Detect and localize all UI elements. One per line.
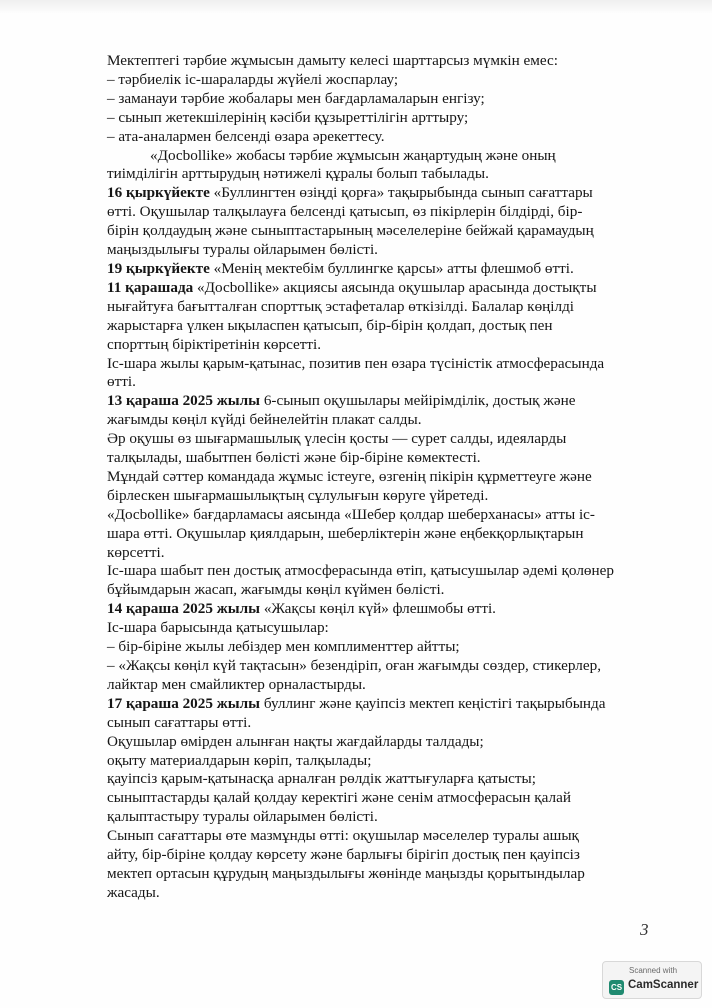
- text-line: [107, 846, 655, 865]
- text-line: [107, 619, 655, 638]
- text-line: [107, 336, 655, 355]
- camscanner-name: CamScanner: [628, 979, 699, 991]
- line-text: жасады.: [107, 883, 160, 901]
- text-line: [107, 525, 655, 544]
- line-text: өтті. Оқушылар талқылауға белсенді қатысып, өз пікірлерін білдірді, бір-: [107, 203, 583, 221]
- text-line: [107, 373, 655, 392]
- text-line: [107, 298, 655, 317]
- text-line: [107, 241, 655, 260]
- camscanner-watermark: [602, 961, 702, 999]
- text-line: [107, 222, 655, 241]
- date-heading: 16 қыркүйекте: [107, 184, 210, 202]
- line-text: 6-сынып оқушылары мейірімділік, достық және: [260, 392, 576, 410]
- line-text: Оқушылар өмірден алынған нақты жағдайларды талдады;: [107, 732, 484, 750]
- text-line: [107, 808, 655, 827]
- text-line: [107, 695, 655, 714]
- text-line: [107, 581, 655, 600]
- text-line: [107, 109, 655, 128]
- line-text: – бір-біріне жылы лебіздер мен комплименттер айтты;: [107, 638, 460, 656]
- line-text: бұйымдарын жасап, жағымды көңіл күймен бөлісті.: [107, 581, 445, 599]
- line-text: «Досbollike» акциясы аясында оқушылар арасында достықты: [193, 278, 597, 296]
- line-text: Мектептегі тәрбие жұмысын дамыту келесі шарттарсыз мүмкін емес:: [107, 52, 558, 69]
- line-text: Сынып сағаттары өте мазмұнды өтті: оқушылар мәселелер туралы ашық: [107, 827, 579, 845]
- scanned-with-label: Scanned with: [628, 966, 678, 975]
- line-text: – ата-аналармен белсенді өзара әрекеттесу.: [107, 127, 385, 145]
- text-line: [107, 506, 655, 525]
- line-text: буллинг және қауіпсіз мектеп кеңістігі тақырыбында: [260, 694, 606, 712]
- scan-edge-shadow: [0, 0, 712, 14]
- line-text: «Досbollike» жобасы тәрбие жұмысын жаңартудың және оның: [150, 146, 556, 164]
- line-text: көрсетті.: [107, 543, 165, 561]
- text-line: [107, 733, 655, 752]
- text-line: [107, 392, 655, 411]
- text-line: [107, 449, 655, 468]
- line-text: талқылады, шабытпен бөлісті және бір-біріне көмектесті.: [107, 449, 481, 467]
- line-text: «Буллингтен өзіңді қорға» тақырыбында сынып сағаттары: [209, 184, 593, 202]
- line-text: сыныптастарды қалай қолдау керектігі және сенім атмосферасын қалай: [107, 789, 571, 807]
- line-text: бірін қолдаудың және сыныптастарының мәселелеріне бейжай қарамаудың: [107, 222, 594, 240]
- date-heading: 11 қарашада: [107, 278, 194, 296]
- line-text: өтті.: [107, 373, 136, 391]
- text-line: [107, 600, 655, 619]
- text-line: [107, 184, 655, 203]
- text-line: [107, 71, 655, 90]
- line-text: «Жақсы көңіл күй» флешмобы өтті.: [260, 600, 496, 618]
- date-heading: 17 қараша 2025 жылы: [107, 694, 261, 712]
- text-line: [107, 260, 655, 279]
- text-line: [107, 411, 655, 430]
- line-text: жарыстарға үлкен ықыласпен қатысып, бір-бірін қолдап, достық пен: [107, 316, 553, 334]
- line-text: нығайтуға бағытталған спорттық эстафеталар өткізілді. Балалар көңілді: [107, 297, 575, 315]
- text-line: [107, 562, 655, 581]
- text-line: [107, 165, 655, 184]
- line-text: жағымды көңіл күйді бейнелейтін плакат салды.: [107, 411, 422, 429]
- line-text: – заманауи тәрбие жобалары мен бағдарламаларын енгізу;: [107, 89, 485, 107]
- line-text: Мұндай сәттер командада жұмыс істеуге, өзгенің пікірін құрметтеуге және: [107, 467, 592, 485]
- date-heading: 13 қараша 2025 жылы: [107, 392, 261, 410]
- line-text: тиімділігін арттырудың нәтижелі құралы болып табылады.: [107, 165, 489, 183]
- line-text: лайктар мен смайликтер орналастырды.: [107, 675, 366, 693]
- text-line: [107, 147, 655, 166]
- text-line: [107, 279, 655, 298]
- line-text: оқыту материалдарын көріп, талқылады;: [107, 751, 372, 769]
- text-line: [107, 203, 655, 222]
- line-text: шара өтті. Оқушылар қиялдарын, шеберліктерін және еңбекқорлықтарын: [107, 524, 584, 542]
- line-text: спорттың біріктіретінін көрсетті.: [107, 335, 322, 353]
- text-line: [107, 865, 655, 884]
- line-text: сынып сағаттары өтті.: [107, 713, 252, 731]
- date-heading: 14 қараша 2025 жылы: [107, 600, 261, 618]
- line-text: «Досbollike» бағдарламасы аясында «Шебер қолдар шеберханасы» атты іс-: [107, 505, 595, 523]
- line-text: бірлескен шығармашылықтың сұлулығын көруге үйретеді.: [107, 486, 489, 504]
- text-line: [107, 657, 655, 676]
- text-line: [107, 544, 655, 563]
- date-heading: 19 қыркүйекте: [107, 259, 210, 277]
- text-line: [107, 52, 655, 71]
- line-text: айту, бір-біріне қолдау көрсету және барлығы бірігіп достық пен қауіпсіз: [107, 846, 580, 864]
- document-body: [107, 52, 655, 903]
- line-text: мектеп ортасын құрудың маңыздылығы жөнінде маңызды қорытындылар: [107, 864, 585, 882]
- text-line: [107, 355, 655, 374]
- page-number: 3: [640, 920, 649, 939]
- text-line: [107, 752, 655, 771]
- text-line: [107, 90, 655, 109]
- text-line: [107, 827, 655, 846]
- line-text: – тәрбиелік іс-шараларды жүйелі жоспарлау;: [107, 70, 399, 88]
- line-text: – «Жақсы көңіл күй тақтасын» безендіріп, оған жағымды сөздер, стикерлер,: [107, 657, 602, 674]
- camscanner-logo-icon: CS: [609, 980, 624, 995]
- line-text: маңыздылығы туралы ойларымен бөлісті.: [107, 241, 378, 259]
- text-line: [107, 487, 655, 506]
- text-line: [107, 430, 655, 449]
- text-line: [107, 317, 655, 336]
- line-text: қалыптастыру туралы ойларымен бөлісті.: [107, 808, 378, 826]
- line-text: «Менің мектебім буллингке қарсы» атты флешмоб өтті.: [209, 259, 574, 277]
- line-text: қауіпсіз қарым-қатынасқа арналған рөлдік жаттығуларға қатысты;: [107, 770, 536, 788]
- line-text: Іс-шара жылы қарым-қатынас, позитив пен өзара түсіністік атмосферасында: [107, 354, 605, 372]
- text-line: [107, 128, 655, 147]
- line-text: Іс-шара шабыт пен достық атмосферасында өтіп, қатысушылар әдемі қолөнер: [107, 562, 614, 580]
- line-text: Іс-шара барысында қатысушылар:: [107, 619, 329, 637]
- text-line: [107, 884, 655, 903]
- text-line: [107, 638, 655, 657]
- text-line: [107, 789, 655, 808]
- text-line: [107, 468, 655, 487]
- text-line: [107, 770, 655, 789]
- text-line: [107, 676, 655, 695]
- line-text: Әр оқушы өз шығармашылық үлесін қосты — сурет салды, идеяларды: [107, 430, 567, 448]
- text-line: [107, 714, 655, 733]
- line-text: – сынып жетекшілерінің кәсіби құзыреттілігін арттыру;: [107, 108, 469, 126]
